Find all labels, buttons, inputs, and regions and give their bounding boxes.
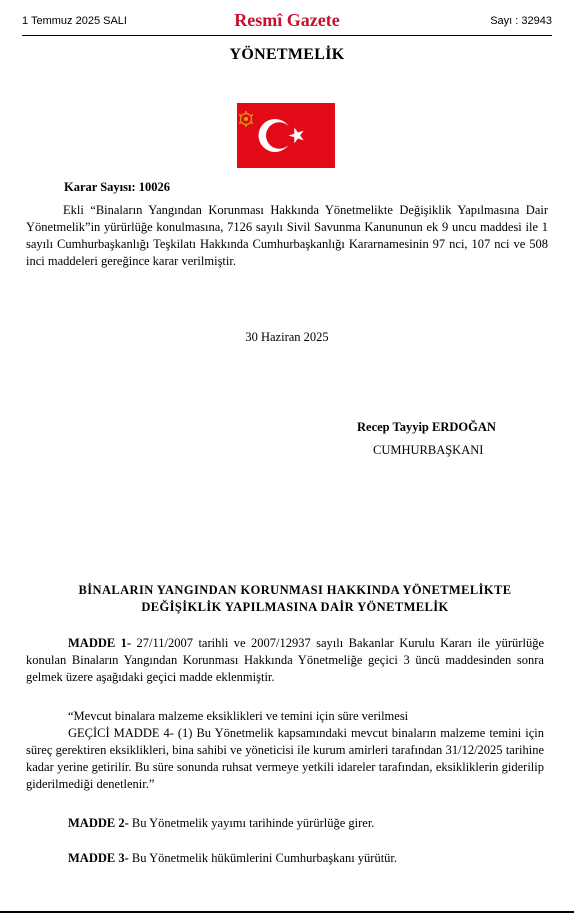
article-label: MADDE 2- xyxy=(68,816,129,830)
regulation-title xyxy=(60,582,530,616)
quote-text: GEÇİCİ MADDE 4- (1) Bu Yönetmelik kapsamındaki mevcut binaların malzeme temini için süreç gerektiren eksiklikleri, bina sahibi ve yöneticisi ile kurum amirleri tarafından 31/12/2025 tarihine kadar yerine getirilir. Bu süre sonunda ruhsat vermeye yetkili idareler tarafından, eksikliklerin giderilip giderilmediği denetlenir.” xyxy=(26,726,544,791)
article-text: 27/11/2007 tarihli ve 2007/12937 sayılı Bakanlar Kurulu Kararı ile yürürlüğe konulan Binaların Yangından Korunması Hakkında Yönetmeliğe geçici 3 üncü maddesinden sonra gelmek üzere aşağıdaki geçici madde eklenmiştir. xyxy=(26,636,544,684)
article-3 xyxy=(26,850,544,867)
article-1 xyxy=(26,635,544,686)
article-label: MADDE 1- xyxy=(68,636,132,650)
regulation-title-line: DEĞİŞİKLİK YAPILMASINA DAİR YÖNETMELİK xyxy=(141,600,449,614)
article-text: Bu Yönetmelik hükümlerini Cumhurbaşkanı yürütür. xyxy=(128,851,398,865)
decision-number: Karar Sayısı: 10026 xyxy=(64,180,171,194)
document-type: YÖNETMELİK xyxy=(229,46,345,63)
temporary-article xyxy=(26,708,544,793)
turkish-flag-icon xyxy=(237,103,335,168)
regulation-title-line: BİNALARIN YANGINDAN KORUNMASI HAKKINDA YÖNETMELİKTE xyxy=(78,583,512,597)
article-label: MADDE 3- xyxy=(68,851,129,865)
signatory-title: CUMHURBAŞKANI xyxy=(373,443,484,457)
signatory-name: Recep Tayyip ERDOĞAN xyxy=(357,420,496,434)
article-text: Bu Yönetmelik yayımı tarihinde yürürlüğe girer. xyxy=(128,816,375,830)
header-date: 1 Temmuz 2025 SALI xyxy=(22,15,127,27)
article-2 xyxy=(26,815,544,832)
gazette-name: Resmî Gazete xyxy=(234,10,340,30)
issue-number: Sayı : 32943 xyxy=(490,15,552,27)
decision-date: 30 Haziran 2025 xyxy=(245,330,329,344)
header-divider xyxy=(22,35,552,36)
quote-heading: “Mevcut binalara malzeme eksiklikleri ve temini için süre verilmesi xyxy=(68,709,409,723)
decision-intro: Ekli “Binaların Yangından Korunması Hakkında Yönetmelikte Değişiklik Yapılmasına Dair Yönetmelik”in yürürlüğe konulmasına, 7126 sayılı Sivil Savunma Kanununun ek 9 uncu maddesi ile 1 sayılı Cumhurbaşkanlığı Teşkilatı Hakkında Cumhurbaşkanlığı Kararnamesinin 97 nci, 107 nci ve 508 inci maddeleri gereğince karar verilmiştir. xyxy=(26,203,548,268)
